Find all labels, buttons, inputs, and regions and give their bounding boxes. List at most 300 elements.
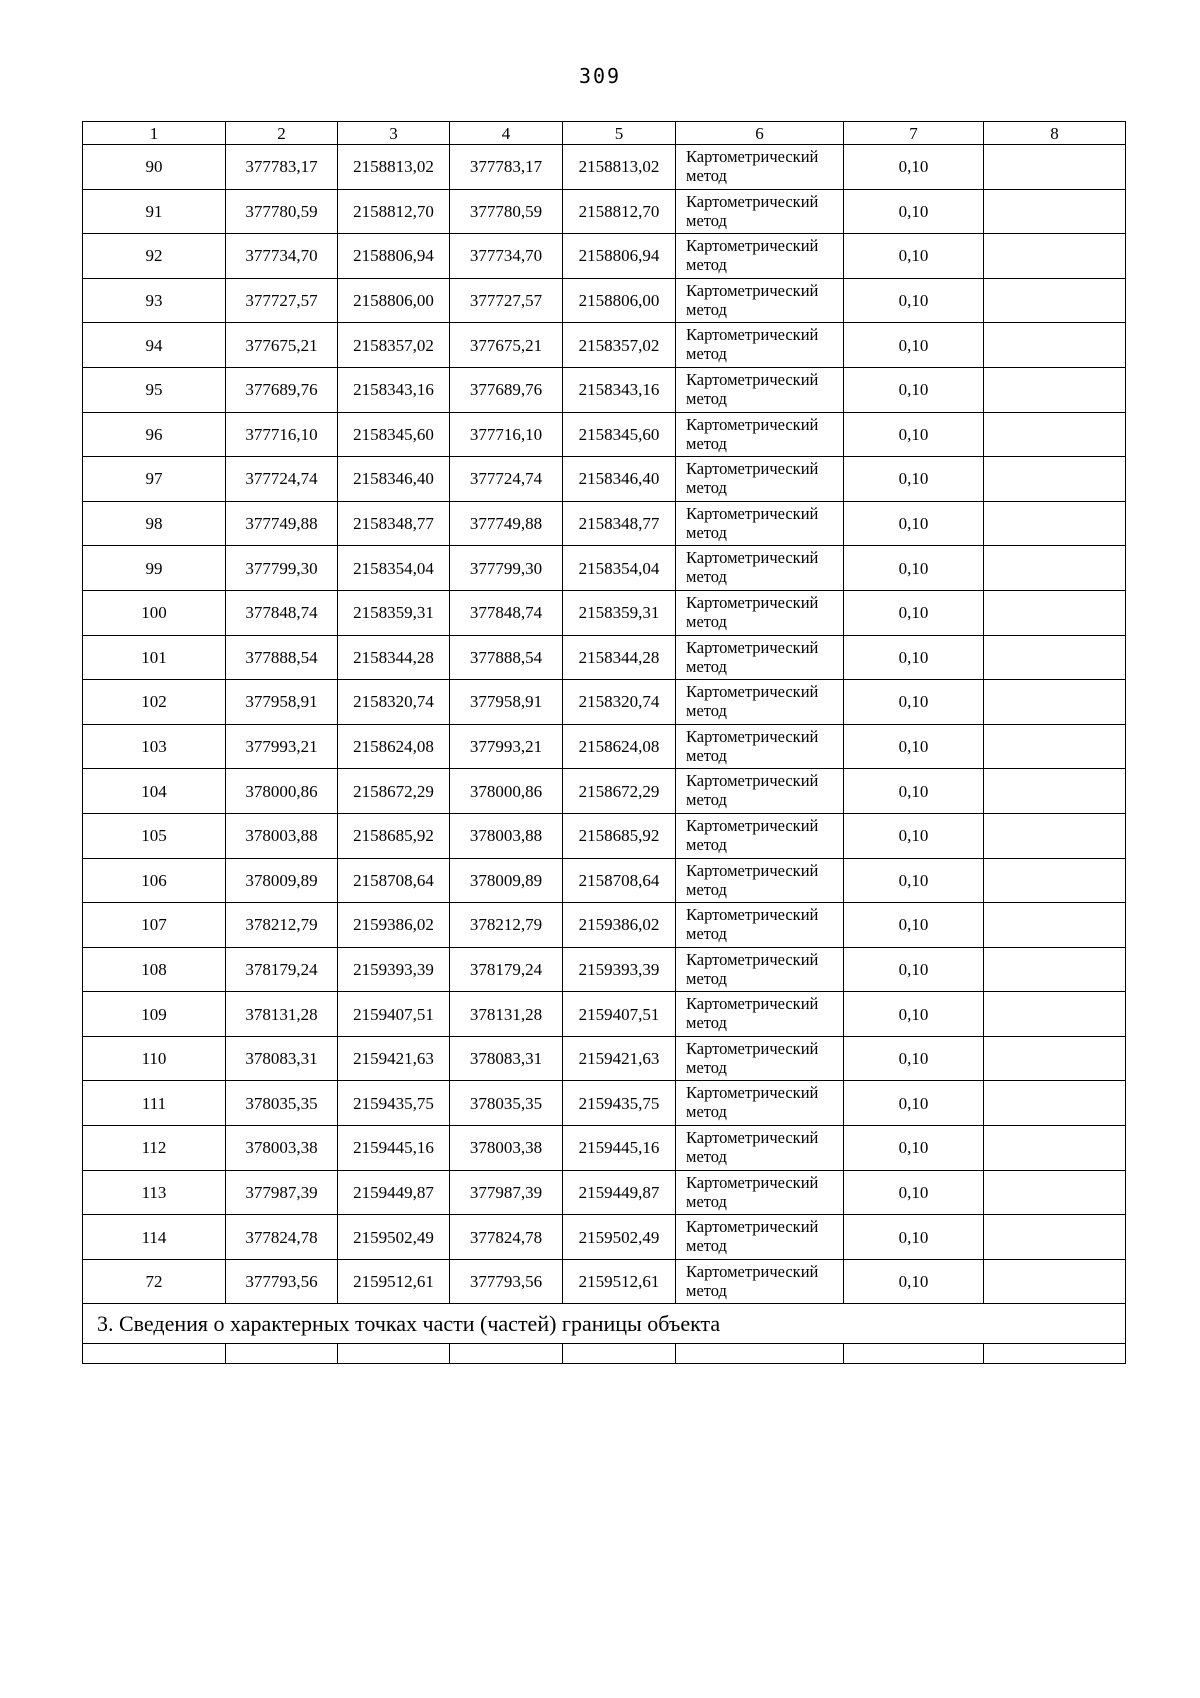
y-coordinate-cell: 2158348,77 bbox=[563, 501, 676, 546]
accuracy-cell: 0,10 bbox=[844, 1215, 984, 1260]
x-coordinate-cell: 378000,86 bbox=[450, 769, 563, 814]
y-coordinate-cell: 2159445,16 bbox=[563, 1126, 676, 1171]
y-coordinate-cell: 2159421,63 bbox=[338, 1036, 450, 1081]
empty-row bbox=[83, 1344, 1126, 1364]
x-coordinate-cell: 378035,35 bbox=[450, 1081, 563, 1126]
table-row bbox=[83, 769, 1126, 814]
point-number-cell: 113 bbox=[83, 1170, 226, 1215]
point-number-cell: 102 bbox=[83, 680, 226, 725]
accuracy-cell: 0,10 bbox=[844, 858, 984, 903]
y-coordinate-cell: 2158354,04 bbox=[338, 546, 450, 591]
table-row bbox=[83, 457, 1126, 502]
method-cell bbox=[676, 813, 844, 858]
method-cell bbox=[676, 189, 844, 234]
method-line: Картометрический bbox=[686, 592, 819, 612]
accuracy-cell: 0,10 bbox=[844, 234, 984, 279]
y-coordinate-cell: 2159386,02 bbox=[338, 903, 450, 948]
y-coordinate-cell: 2159407,51 bbox=[338, 992, 450, 1037]
x-coordinate-cell: 377993,21 bbox=[450, 724, 563, 769]
method-line: Картометрический bbox=[686, 147, 819, 166]
x-coordinate-cell: 377888,54 bbox=[450, 635, 563, 680]
x-coordinate-cell: 377848,74 bbox=[450, 590, 563, 635]
y-coordinate-cell: 2159393,39 bbox=[563, 947, 676, 992]
x-coordinate-cell: 377987,39 bbox=[226, 1170, 338, 1215]
point-number-cell: 97 bbox=[83, 457, 226, 502]
table-row bbox=[83, 1215, 1126, 1260]
point-number-cell: 114 bbox=[83, 1215, 226, 1260]
y-coordinate-cell: 2159435,75 bbox=[563, 1081, 676, 1126]
method-line: метод bbox=[686, 299, 727, 319]
x-coordinate-cell: 377958,91 bbox=[450, 680, 563, 725]
accuracy-cell: 0,10 bbox=[844, 635, 984, 680]
accuracy-cell: 0,10 bbox=[844, 412, 984, 457]
x-coordinate-cell: 378000,86 bbox=[226, 769, 338, 814]
table-row bbox=[83, 546, 1126, 591]
note-cell bbox=[984, 1126, 1126, 1171]
accuracy-cell: 0,10 bbox=[844, 769, 984, 814]
y-coordinate-cell: 2158813,02 bbox=[338, 145, 450, 190]
table-row bbox=[83, 323, 1126, 368]
y-coordinate-cell: 2158813,02 bbox=[563, 145, 676, 190]
method-line: Картометрический bbox=[686, 1083, 819, 1103]
y-coordinate-cell: 2158320,74 bbox=[338, 680, 450, 725]
y-coordinate-cell: 2158359,31 bbox=[563, 590, 676, 635]
header-cell: 8 bbox=[984, 122, 1126, 145]
empty-cell bbox=[83, 1344, 226, 1364]
x-coordinate-cell: 377716,10 bbox=[226, 412, 338, 457]
table-row bbox=[83, 813, 1126, 858]
header-cell: 4 bbox=[450, 122, 563, 145]
method-line: Картометрический bbox=[686, 1261, 819, 1281]
method-line: Картометрический bbox=[686, 637, 819, 657]
method-line: метод bbox=[686, 344, 727, 364]
x-coordinate-cell: 377824,78 bbox=[226, 1215, 338, 1260]
section-row bbox=[83, 1304, 1126, 1344]
x-coordinate-cell: 377689,76 bbox=[226, 367, 338, 412]
y-coordinate-cell: 2159502,49 bbox=[338, 1215, 450, 1260]
empty-cell bbox=[226, 1344, 338, 1364]
accuracy-cell: 0,10 bbox=[844, 680, 984, 725]
method-cell bbox=[676, 903, 844, 948]
y-coordinate-cell: 2158624,08 bbox=[563, 724, 676, 769]
x-coordinate-cell: 377734,70 bbox=[226, 234, 338, 279]
point-number-cell: 94 bbox=[83, 323, 226, 368]
y-coordinate-cell: 2158806,00 bbox=[338, 278, 450, 323]
method-cell bbox=[676, 145, 844, 190]
accuracy-cell: 0,10 bbox=[844, 278, 984, 323]
method-line: Картометрический bbox=[686, 994, 819, 1014]
method-line: метод bbox=[686, 790, 727, 810]
y-coordinate-cell: 2158708,64 bbox=[338, 858, 450, 903]
accuracy-cell: 0,10 bbox=[844, 903, 984, 948]
method-line: Картометрический bbox=[686, 1172, 819, 1192]
point-number-cell: 106 bbox=[83, 858, 226, 903]
method-cell bbox=[676, 501, 844, 546]
method-line: метод bbox=[686, 166, 727, 185]
y-coordinate-cell: 2158806,94 bbox=[563, 234, 676, 279]
y-coordinate-cell: 2159512,61 bbox=[338, 1259, 450, 1304]
note-cell bbox=[984, 278, 1126, 323]
y-coordinate-cell: 2159449,87 bbox=[338, 1170, 450, 1215]
note-cell bbox=[984, 858, 1126, 903]
y-coordinate-cell: 2158812,70 bbox=[563, 189, 676, 234]
note-cell bbox=[984, 323, 1126, 368]
method-line: Картометрический bbox=[686, 280, 819, 300]
method-line: метод bbox=[686, 478, 727, 498]
method-line: Картометрический bbox=[686, 1217, 819, 1237]
accuracy-cell: 0,10 bbox=[844, 1259, 984, 1304]
method-line: Картометрический bbox=[686, 1128, 819, 1148]
table-row bbox=[83, 234, 1126, 279]
method-cell bbox=[676, 1170, 844, 1215]
point-number-cell: 72 bbox=[83, 1259, 226, 1304]
accuracy-cell: 0,10 bbox=[844, 546, 984, 591]
accuracy-cell: 0,10 bbox=[844, 189, 984, 234]
accuracy-cell: 0,10 bbox=[844, 992, 984, 1037]
x-coordinate-cell: 377888,54 bbox=[226, 635, 338, 680]
method-line: метод bbox=[686, 1191, 727, 1211]
note-cell bbox=[984, 724, 1126, 769]
note-cell bbox=[984, 1081, 1126, 1126]
x-coordinate-cell: 377727,57 bbox=[226, 278, 338, 323]
section-title: 3. Сведения о характерных точках части (частей) границы объекта bbox=[83, 1304, 1126, 1344]
note-cell bbox=[984, 635, 1126, 680]
x-coordinate-cell: 377848,74 bbox=[226, 590, 338, 635]
note-cell bbox=[984, 1170, 1126, 1215]
y-coordinate-cell: 2158685,92 bbox=[563, 813, 676, 858]
method-line: Картометрический bbox=[686, 726, 819, 746]
y-coordinate-cell: 2158348,77 bbox=[338, 501, 450, 546]
empty-cell bbox=[450, 1344, 563, 1364]
method-line: метод bbox=[686, 1236, 727, 1256]
y-coordinate-cell: 2158806,94 bbox=[338, 234, 450, 279]
method-cell bbox=[676, 457, 844, 502]
empty-cell bbox=[338, 1344, 450, 1364]
note-cell bbox=[984, 412, 1126, 457]
note-cell bbox=[984, 947, 1126, 992]
table-row bbox=[83, 145, 1126, 190]
x-coordinate-cell: 378131,28 bbox=[450, 992, 563, 1037]
y-coordinate-cell: 2158357,02 bbox=[338, 323, 450, 368]
method-cell bbox=[676, 680, 844, 725]
x-coordinate-cell: 378212,79 bbox=[226, 903, 338, 948]
x-coordinate-cell: 377724,74 bbox=[226, 457, 338, 502]
method-line: метод bbox=[686, 1280, 727, 1300]
accuracy-cell: 0,10 bbox=[844, 501, 984, 546]
x-coordinate-cell: 378131,28 bbox=[226, 992, 338, 1037]
method-line: метод bbox=[686, 433, 727, 453]
method-cell bbox=[676, 412, 844, 457]
y-coordinate-cell: 2158345,60 bbox=[338, 412, 450, 457]
y-coordinate-cell: 2159449,87 bbox=[563, 1170, 676, 1215]
point-number-cell: 107 bbox=[83, 903, 226, 948]
coordinates-table bbox=[82, 121, 1126, 1364]
point-number-cell: 96 bbox=[83, 412, 226, 457]
accuracy-cell: 0,10 bbox=[844, 367, 984, 412]
method-line: метод bbox=[686, 968, 727, 988]
point-number-cell: 103 bbox=[83, 724, 226, 769]
y-coordinate-cell: 2158343,16 bbox=[563, 367, 676, 412]
method-cell bbox=[676, 1081, 844, 1126]
x-coordinate-cell: 377749,88 bbox=[226, 501, 338, 546]
accuracy-cell: 0,10 bbox=[844, 724, 984, 769]
method-line: метод bbox=[686, 745, 727, 765]
method-line: метод bbox=[686, 522, 727, 542]
y-coordinate-cell: 2158344,28 bbox=[563, 635, 676, 680]
x-coordinate-cell: 377675,21 bbox=[226, 323, 338, 368]
method-line: Картометрический bbox=[686, 325, 819, 345]
method-line: метод bbox=[686, 656, 727, 676]
method-line: Картометрический bbox=[686, 548, 819, 568]
method-line: Картометрический bbox=[686, 503, 819, 523]
x-coordinate-cell: 377734,70 bbox=[450, 234, 563, 279]
empty-cell bbox=[676, 1344, 844, 1364]
accuracy-cell: 0,10 bbox=[844, 1126, 984, 1171]
point-number-cell: 95 bbox=[83, 367, 226, 412]
accuracy-cell: 0,10 bbox=[844, 1081, 984, 1126]
accuracy-cell: 0,10 bbox=[844, 590, 984, 635]
header-cell: 3 bbox=[338, 122, 450, 145]
header-cell: 6 bbox=[676, 122, 844, 145]
method-cell bbox=[676, 234, 844, 279]
method-line: метод bbox=[686, 1147, 727, 1167]
method-cell bbox=[676, 947, 844, 992]
method-cell bbox=[676, 1036, 844, 1081]
x-coordinate-cell: 377793,56 bbox=[450, 1259, 563, 1304]
point-number-cell: 90 bbox=[83, 145, 226, 190]
table-row bbox=[83, 189, 1126, 234]
note-cell bbox=[984, 189, 1126, 234]
method-cell bbox=[676, 367, 844, 412]
header-cell: 7 bbox=[844, 122, 984, 145]
accuracy-cell: 0,10 bbox=[844, 813, 984, 858]
method-line: Картометрический bbox=[686, 191, 819, 211]
accuracy-cell: 0,10 bbox=[844, 145, 984, 190]
method-cell bbox=[676, 769, 844, 814]
y-coordinate-cell: 2158812,70 bbox=[338, 189, 450, 234]
y-coordinate-cell: 2158357,02 bbox=[563, 323, 676, 368]
header-cell: 1 bbox=[83, 122, 226, 145]
x-coordinate-cell: 377958,91 bbox=[226, 680, 338, 725]
x-coordinate-cell: 377675,21 bbox=[450, 323, 563, 368]
method-line: Картометрический bbox=[686, 682, 819, 702]
x-coordinate-cell: 378083,31 bbox=[226, 1036, 338, 1081]
y-coordinate-cell: 2159393,39 bbox=[338, 947, 450, 992]
table-row bbox=[83, 1259, 1126, 1304]
table-row bbox=[83, 1081, 1126, 1126]
accuracy-cell: 0,10 bbox=[844, 947, 984, 992]
x-coordinate-cell: 377799,30 bbox=[450, 546, 563, 591]
method-cell bbox=[676, 278, 844, 323]
method-cell bbox=[676, 635, 844, 680]
y-coordinate-cell: 2159407,51 bbox=[563, 992, 676, 1037]
empty-cell bbox=[844, 1344, 984, 1364]
table-row bbox=[83, 367, 1126, 412]
y-coordinate-cell: 2158346,40 bbox=[563, 457, 676, 502]
table-row bbox=[83, 278, 1126, 323]
x-coordinate-cell: 377749,88 bbox=[450, 501, 563, 546]
y-coordinate-cell: 2159502,49 bbox=[563, 1215, 676, 1260]
table-row bbox=[83, 501, 1126, 546]
table-row bbox=[83, 1170, 1126, 1215]
note-cell bbox=[984, 590, 1126, 635]
y-coordinate-cell: 2158624,08 bbox=[338, 724, 450, 769]
method-line: метод bbox=[686, 388, 727, 408]
method-line: метод bbox=[686, 255, 727, 275]
note-cell bbox=[984, 1036, 1126, 1081]
method-line: Картометрический bbox=[686, 369, 819, 389]
method-line: Картометрический bbox=[686, 905, 819, 925]
y-coordinate-cell: 2158346,40 bbox=[338, 457, 450, 502]
x-coordinate-cell: 378003,38 bbox=[226, 1126, 338, 1171]
y-coordinate-cell: 2158708,64 bbox=[563, 858, 676, 903]
method-line: метод bbox=[686, 210, 727, 230]
x-coordinate-cell: 378009,89 bbox=[226, 858, 338, 903]
note-cell bbox=[984, 546, 1126, 591]
method-line: метод bbox=[686, 1102, 727, 1122]
note-cell bbox=[984, 501, 1126, 546]
accuracy-cell: 0,10 bbox=[844, 1170, 984, 1215]
x-coordinate-cell: 377727,57 bbox=[450, 278, 563, 323]
note-cell bbox=[984, 680, 1126, 725]
page-number: 309 bbox=[578, 64, 622, 88]
x-coordinate-cell: 378212,79 bbox=[450, 903, 563, 948]
point-number-cell: 111 bbox=[83, 1081, 226, 1126]
point-number-cell: 100 bbox=[83, 590, 226, 635]
y-coordinate-cell: 2158672,29 bbox=[338, 769, 450, 814]
empty-cell bbox=[563, 1344, 676, 1364]
method-line: метод bbox=[686, 834, 727, 854]
method-cell bbox=[676, 992, 844, 1037]
x-coordinate-cell: 378035,35 bbox=[226, 1081, 338, 1126]
method-cell bbox=[676, 1126, 844, 1171]
x-coordinate-cell: 378083,31 bbox=[450, 1036, 563, 1081]
note-cell bbox=[984, 234, 1126, 279]
point-number-cell: 101 bbox=[83, 635, 226, 680]
method-cell bbox=[676, 1259, 844, 1304]
method-line: метод bbox=[686, 1057, 727, 1077]
accuracy-cell: 0,10 bbox=[844, 1036, 984, 1081]
method-line: Картометрический bbox=[686, 949, 819, 969]
method-line: метод bbox=[686, 611, 727, 631]
method-line: метод bbox=[686, 567, 727, 587]
y-coordinate-cell: 2159386,02 bbox=[563, 903, 676, 948]
point-number-cell: 99 bbox=[83, 546, 226, 591]
x-coordinate-cell: 378179,24 bbox=[226, 947, 338, 992]
note-cell bbox=[984, 992, 1126, 1037]
y-coordinate-cell: 2158345,60 bbox=[563, 412, 676, 457]
table-row bbox=[83, 903, 1126, 948]
y-coordinate-cell: 2159435,75 bbox=[338, 1081, 450, 1126]
y-coordinate-cell: 2159421,63 bbox=[563, 1036, 676, 1081]
x-coordinate-cell: 378003,88 bbox=[450, 813, 563, 858]
x-coordinate-cell: 377689,76 bbox=[450, 367, 563, 412]
x-coordinate-cell: 377780,59 bbox=[450, 189, 563, 234]
point-number-cell: 93 bbox=[83, 278, 226, 323]
x-coordinate-cell: 377793,56 bbox=[226, 1259, 338, 1304]
accuracy-cell: 0,10 bbox=[844, 457, 984, 502]
x-coordinate-cell: 378009,89 bbox=[450, 858, 563, 903]
point-number-cell: 104 bbox=[83, 769, 226, 814]
method-line: Картометрический bbox=[686, 459, 819, 479]
empty-cell bbox=[984, 1344, 1126, 1364]
table-row bbox=[83, 680, 1126, 725]
x-coordinate-cell: 378003,38 bbox=[450, 1126, 563, 1171]
note-cell bbox=[984, 813, 1126, 858]
point-number-cell: 91 bbox=[83, 189, 226, 234]
x-coordinate-cell: 378179,24 bbox=[450, 947, 563, 992]
x-coordinate-cell: 377783,17 bbox=[226, 145, 338, 190]
note-cell bbox=[984, 367, 1126, 412]
table-row bbox=[83, 635, 1126, 680]
x-coordinate-cell: 377993,21 bbox=[226, 724, 338, 769]
x-coordinate-cell: 377987,39 bbox=[450, 1170, 563, 1215]
table-row bbox=[83, 947, 1126, 992]
method-line: Картометрический bbox=[686, 860, 819, 880]
point-number-cell: 112 bbox=[83, 1126, 226, 1171]
method-cell bbox=[676, 1215, 844, 1260]
header-cell: 2 bbox=[226, 122, 338, 145]
method-line: метод bbox=[686, 879, 727, 899]
method-line: метод bbox=[686, 924, 727, 944]
note-cell bbox=[984, 145, 1126, 190]
point-number-cell: 110 bbox=[83, 1036, 226, 1081]
table-row bbox=[83, 992, 1126, 1037]
method-cell bbox=[676, 724, 844, 769]
y-coordinate-cell: 2159512,61 bbox=[563, 1259, 676, 1304]
x-coordinate-cell: 377724,74 bbox=[450, 457, 563, 502]
y-coordinate-cell: 2158672,29 bbox=[563, 769, 676, 814]
method-line: Картометрический bbox=[686, 414, 819, 434]
y-coordinate-cell: 2158344,28 bbox=[338, 635, 450, 680]
y-coordinate-cell: 2158320,74 bbox=[563, 680, 676, 725]
note-cell bbox=[984, 457, 1126, 502]
x-coordinate-cell: 377824,78 bbox=[450, 1215, 563, 1260]
method-cell bbox=[676, 858, 844, 903]
y-coordinate-cell: 2158359,31 bbox=[338, 590, 450, 635]
method-line: Картометрический bbox=[686, 1038, 819, 1058]
header-cell: 5 bbox=[563, 122, 676, 145]
table-row bbox=[83, 412, 1126, 457]
note-cell bbox=[984, 1215, 1126, 1260]
table-row bbox=[83, 1126, 1126, 1171]
table-row bbox=[83, 858, 1126, 903]
method-line: Картометрический bbox=[686, 815, 819, 835]
x-coordinate-cell: 377716,10 bbox=[450, 412, 563, 457]
method-cell bbox=[676, 546, 844, 591]
method-line: Картометрический bbox=[686, 236, 819, 256]
method-cell bbox=[676, 590, 844, 635]
table-row bbox=[83, 590, 1126, 635]
method-cell bbox=[676, 323, 844, 368]
x-coordinate-cell: 378003,88 bbox=[226, 813, 338, 858]
y-coordinate-cell: 2158685,92 bbox=[338, 813, 450, 858]
x-coordinate-cell: 377780,59 bbox=[226, 189, 338, 234]
note-cell bbox=[984, 1259, 1126, 1304]
accuracy-cell: 0,10 bbox=[844, 323, 984, 368]
note-cell bbox=[984, 769, 1126, 814]
x-coordinate-cell: 377799,30 bbox=[226, 546, 338, 591]
point-number-cell: 92 bbox=[83, 234, 226, 279]
method-line: метод bbox=[686, 701, 727, 721]
point-number-cell: 109 bbox=[83, 992, 226, 1037]
point-number-cell: 108 bbox=[83, 947, 226, 992]
method-line: метод bbox=[686, 1013, 727, 1033]
y-coordinate-cell: 2158806,00 bbox=[563, 278, 676, 323]
table-row bbox=[83, 1036, 1126, 1081]
y-coordinate-cell: 2159445,16 bbox=[338, 1126, 450, 1171]
table-row bbox=[83, 724, 1126, 769]
